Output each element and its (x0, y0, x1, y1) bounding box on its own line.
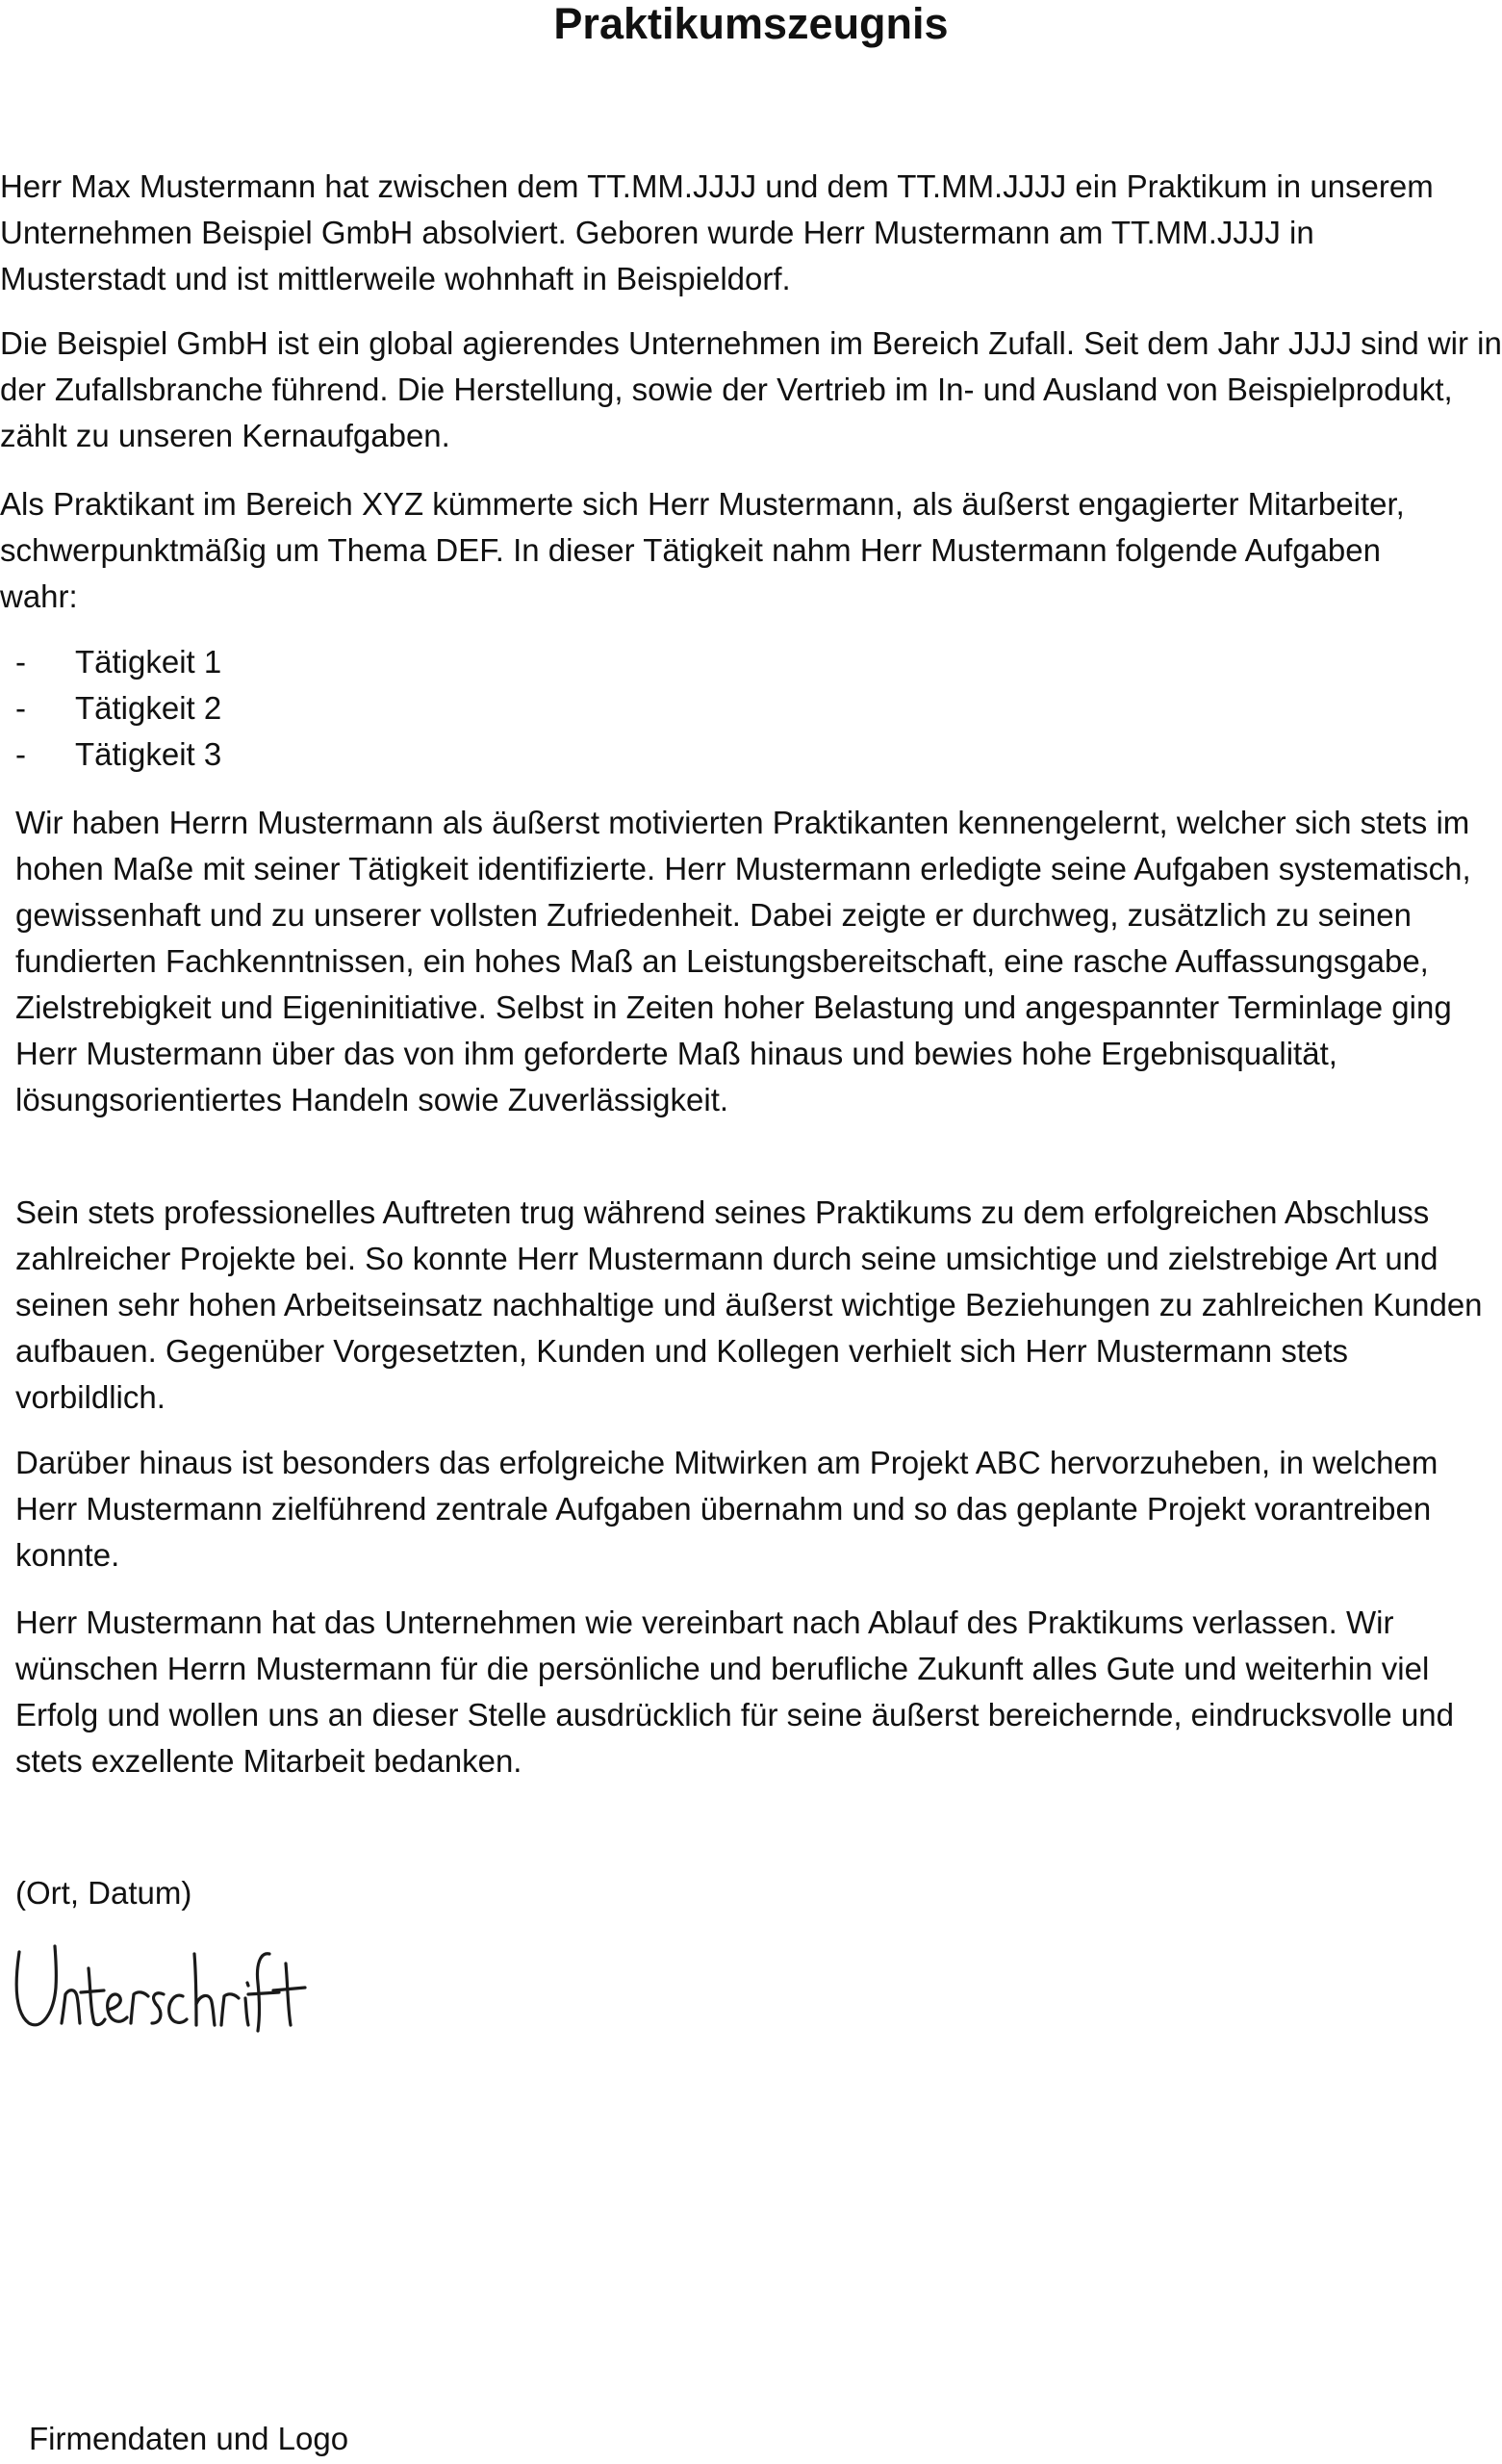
task-label: Tätigkeit 1 (75, 644, 222, 680)
paragraph-project: Darüber hinaus ist besonders das erfolgreiche Mitwirken am Projekt ABC hervorzuheben, in welchem Herr Mustermann zielführend zentrale Aufgaben übernahm und so das geplante Projekt vorantreiben konnte. (15, 1445, 1438, 1573)
list-marker: - (15, 736, 26, 772)
task-label: Tätigkeit 3 (75, 736, 222, 772)
place-date-label: (Ort, Datum) (15, 1875, 192, 1911)
document-title: Praktikumszeugnis (553, 0, 949, 48)
signature-drawing (12, 1935, 310, 2040)
list-marker: - (15, 690, 26, 726)
paragraph-conduct: Sein stets professionelles Auftreten trug während seines Praktikums zu dem erfolgreichen Abschluss zahlreicher Projekte bei. So konnte Herr Mustermann durch seine umsichtige und zielstrebige Art und seinen sehr hohen Arbeitseinsatz nachhaltige und äußerst wichtige Beziehungen zu zahlreichen Kunden aufbauen. Gegenüber Vorgesetzten, Kunden und Kollegen verhielt sich Herr Mustermann stets vorbildlich. (15, 1194, 1483, 1415)
handwritten-signature (12, 1935, 310, 2040)
list-marker: - (15, 644, 26, 680)
paragraph-company: Die Beispiel GmbH ist ein global agierendes Unternehmen im Bereich Zufall. Seit dem Jahr JJJJ sind wir in der Zufallsbranche führend. Die Herstellung, sowie der Vertrieb im In- und Ausland von Beispielprodukt, zählt zu unseren Kernaufgaben. (0, 325, 1502, 453)
paragraph-closing: Herr Mustermann hat das Unternehmen wie vereinbart nach Ablauf des Praktikums verlassen. Wir wünschen Herrn Mustermann für die persönliche und berufliche Zukunft alles Gute und weiterhin viel Erfolg und wollen uns an dieser Stelle ausdrücklich für seine äußerst bereichernde, eindrucksvolle und stets exzellente Mitarbeit bedanken. (15, 1604, 1455, 1779)
paragraph-assessment: Wir haben Herrn Mustermann als äußerst motivierten Praktikanten kennengelernt, welcher sich stets im hohen Maße mit seiner Tätigkeit identifizierte. Herr Mustermann erledigte seine Aufgaben systematisch, gewissenhaft und zu unserer vollsten Zufriedenheit. Dabei zeigte er durchweg, zusätzlich zu seinen fundierten Fachkenntnissen, ein hohes Maß an Leistungsbereitschaft, eine rasche Auffassungsgabe, Zielstrebigkeit und Eigeninitiative. Selbst in Zeiten hoher Belastung und angespannter Terminlage ging Herr Mustermann über das von ihm geforderte Maß hinaus und bewies hohe Ergebnisqualität, lösungsorientiertes Handeln sowie Zuverlässigkeit. (15, 805, 1471, 1117)
task-label: Tätigkeit 2 (75, 690, 222, 726)
task-list (15, 639, 221, 778)
paragraph-intro: Herr Max Mustermann hat zwischen dem TT.MM.JJJJ und dem TT.MM.JJJJ ein Praktikum in unserem Unternehmen Beispiel GmbH absolviert. Geboren wurde Herr Mustermann am TT.MM.JJJJ in Musterstadt und ist mittlerweile wohnhaft in Beispieldorf. (0, 168, 1434, 296)
list-item (15, 732, 221, 778)
list-item (15, 639, 221, 685)
paragraph-role: Als Praktikant im Bereich XYZ kümmerte sich Herr Mustermann, als äußerst engagierter Mitarbeiter, schwerpunktmäßig um Thema DEF. In dieser Tätigkeit nahm Herr Mustermann folgende Aufgaben wahr: (0, 486, 1405, 614)
list-item (15, 685, 221, 732)
footer-company-data: Firmendaten und Logo (29, 2421, 349, 2456)
